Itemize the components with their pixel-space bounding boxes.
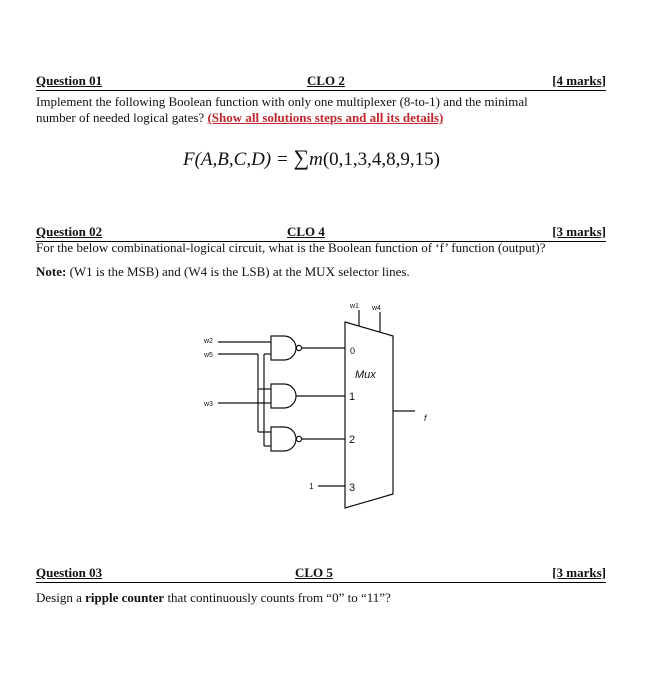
minterm-symbol: m	[309, 149, 323, 170]
question-02-text: For the below combinational-logical circuit, what is the Boolean function of ‘f’ function (output)?	[36, 240, 546, 255]
question-03-text	[36, 590, 611, 606]
mux-input-1: 1	[349, 391, 356, 403]
clo-label: CLO 5	[295, 565, 333, 580]
and-gate-1	[271, 336, 296, 360]
note-text: (W1 is the MSB) and (W4 is the LSB) at the MUX selector lines.	[66, 264, 410, 279]
question-03-pre: Design a	[36, 590, 86, 605]
sigma-symbol: ∑	[293, 145, 310, 170]
question-number: Question 03	[36, 565, 103, 580]
marks-label: [4 marks]	[552, 73, 606, 88]
question-03-post: that continuously counts from “0” to “11”?	[164, 590, 391, 605]
formula-lhs: F(A,B,C,D) =	[183, 149, 294, 170]
output-f-label: f	[424, 413, 427, 423]
mux-input-2: 2	[349, 434, 356, 446]
note-label: Note:	[36, 264, 67, 279]
minterm-list: (0,1,3,4,8,9,15)	[322, 149, 441, 170]
question-number: Question 02	[36, 224, 103, 239]
marks-label: [3 marks]	[552, 224, 606, 239]
and-gate-3	[271, 427, 296, 451]
question-03-bold: ripple counter	[85, 590, 165, 605]
input-w3-label: w3	[204, 401, 213, 408]
clo-label: CLO 4	[287, 224, 325, 239]
constant-one-label: 1	[309, 482, 314, 491]
input-w2-label: w2	[204, 338, 213, 345]
mux-input-3: 3	[349, 482, 356, 494]
question-01-line2-text: number of needed logical gates?	[36, 110, 208, 125]
question-03-header	[36, 566, 606, 583]
and-gate-2	[271, 384, 296, 408]
mux-label: Mux	[355, 369, 376, 381]
clo-label: CLO 2	[307, 73, 345, 88]
mux-input-0: 0	[350, 346, 356, 356]
question-number: Question 01	[36, 73, 103, 88]
input-w5-label: w5	[204, 352, 213, 359]
marks-label: [3 marks]	[552, 565, 606, 580]
instruction-highlight: (Show all solutions steps and all its details)	[207, 110, 444, 125]
selector-w1-label: w1	[350, 303, 359, 310]
selector-w4-label: w4	[372, 305, 381, 312]
question-01-line1: Implement the following Boolean function with only one multiplexer (8-to-1) and the minimal	[36, 94, 528, 109]
